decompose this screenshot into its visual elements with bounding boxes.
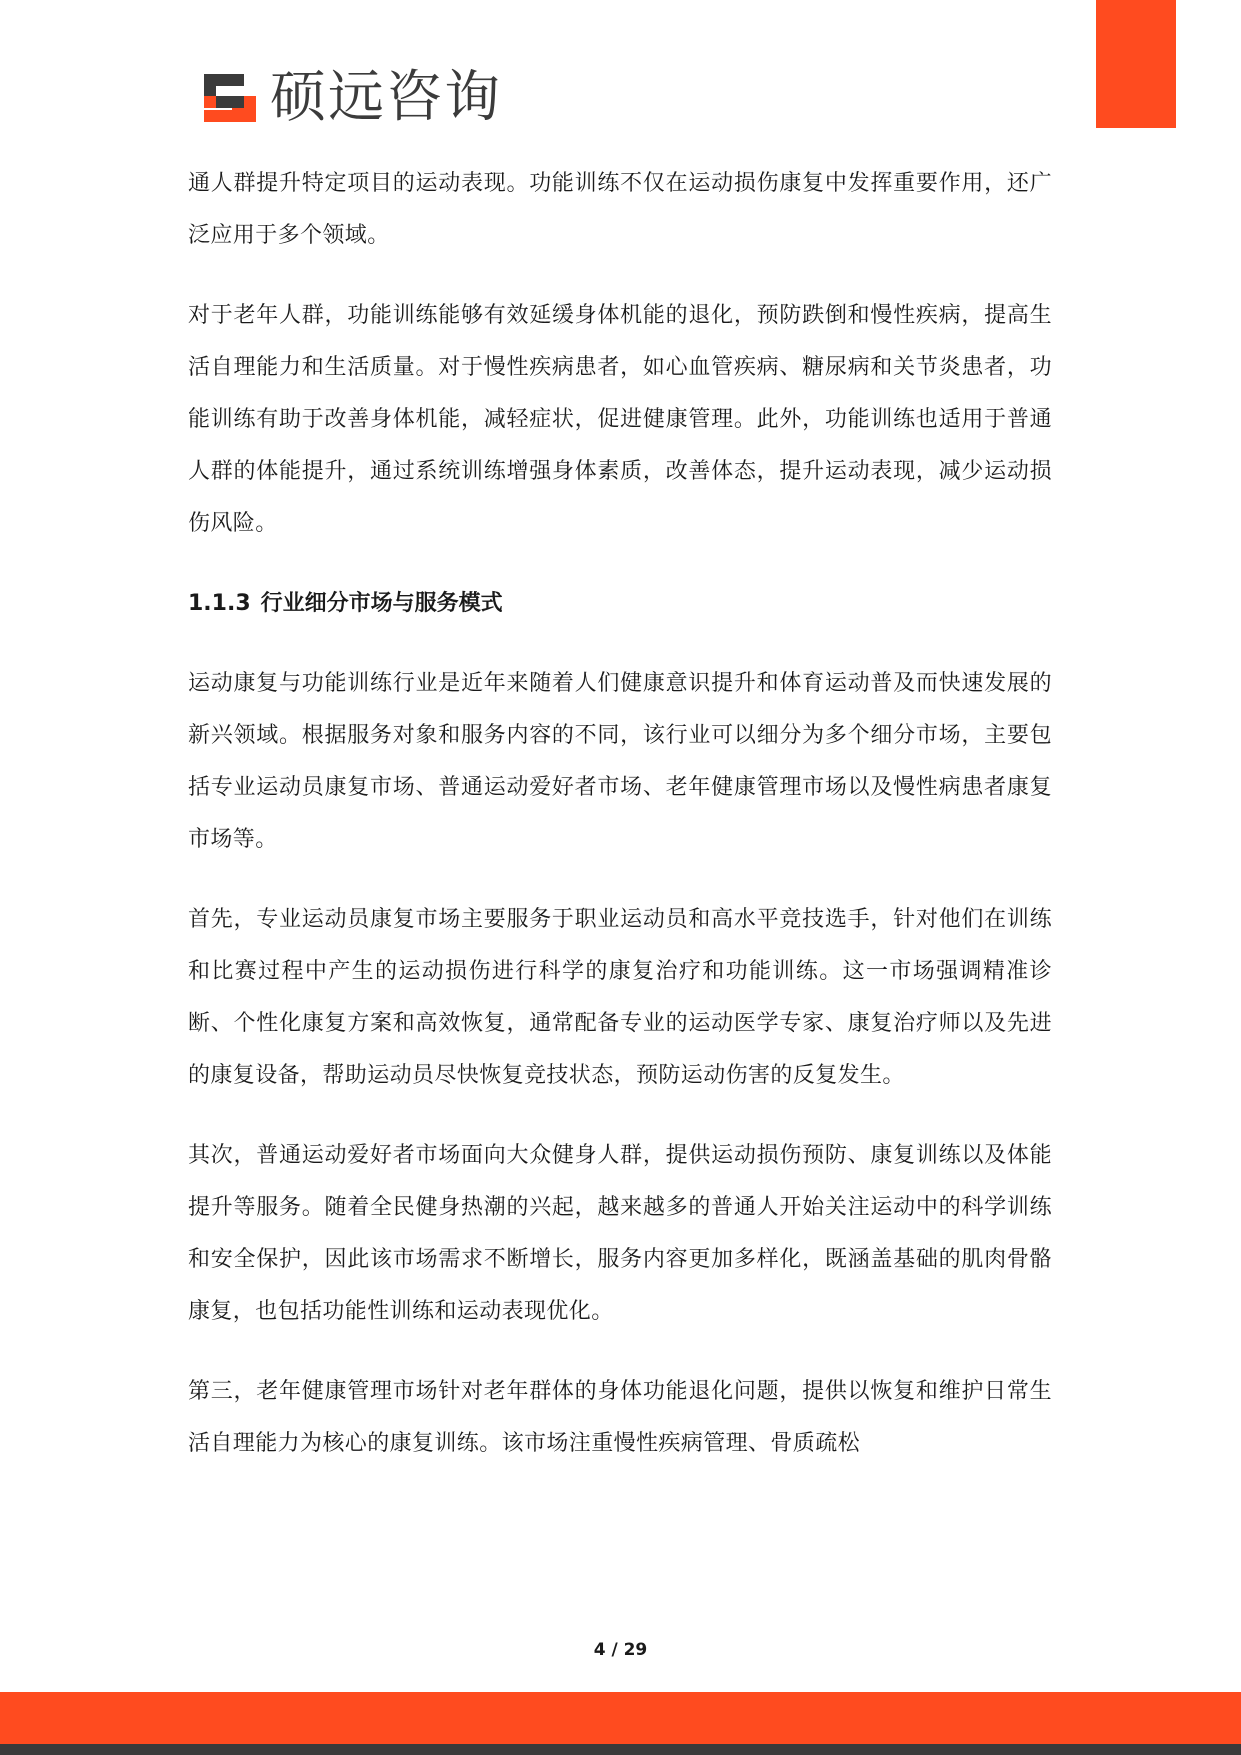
paragraph-1: 通人群提升特定项目的运动表现。功能训练不仅在运动损伤康复中发挥重要作用，还广泛应用于多个领域。 <box>188 171 1052 248</box>
footer-dark-strip <box>0 1744 1241 1755</box>
paragraph-2: 对于老年人群，功能训练能够有效延缓身体机能的退化，预防跌倒和慢性疾病，提高生活自理能力和生活质量。对于慢性疾病患者，如心血管疾病、糖尿病和关节炎患者，功能训练有助于改善身体机能，减轻症状，促进健康管理。此外，功能训练也适用于普通人群的体能提升，通过系统训练增强身体素质，改善体态，提升运动表现，减少运动损伤风险。 <box>188 303 1052 536</box>
section-heading-number: 1.1.3 <box>188 591 251 616</box>
section-heading <box>188 578 1052 630</box>
brand-logo <box>200 66 502 130</box>
paragraph-4: 首先，专业运动员康复市场主要服务于职业运动员和高水平竞技选手，针对他们在训练和比赛过程中产生的运动损伤进行科学的康复治疗和功能训练。这一市场强调精准诊断、个性化康复方案和高效恢复，通常配备专业的运动医学专家、康复治疗师以及先进的康复设备，帮助运动员尽快恢复竞技状态，预防运动伤害的反复发生。 <box>188 907 1052 1088</box>
brand-logo-icon <box>200 68 260 128</box>
document-body <box>188 158 1052 1498</box>
brand-name: 硕远咨询 <box>270 65 502 130</box>
paragraph-5: 其次，普通运动爱好者市场面向大众健身人群，提供运动损伤预防、康复训练以及体能提升等服务。随着全民健身热潮的兴起，越来越多的普通人开始关注运动中的科学训练和安全保护，因此该市场需求不断增长，服务内容更加多样化，既涵盖基础的肌肉骨骼康复，也包括功能性训练和运动表现优化。 <box>188 1143 1052 1324</box>
paragraph-3: 运动康复与功能训练行业是近年来随着人们健康意识提升和体育运动普及而快速发展的新兴领域。根据服务对象和服务内容的不同，该行业可以细分为多个细分市场，主要包括专业运动员康复市场、普通运动爱好者市场、老年健康管理市场以及慢性病患者康复市场等。 <box>188 671 1052 852</box>
page-number: 4 / 29 <box>593 1640 648 1660</box>
section-heading-text: 行业细分市场与服务模式 <box>260 591 503 616</box>
paragraph-6: 第三，老年健康管理市场针对老年群体的身体功能退化问题，提供以恢复和维护日常生活自理能力为核心的康复训练。该市场注重慢性疾病管理、骨质疏松 <box>188 1379 1052 1456</box>
footer-accent-bar <box>0 1692 1241 1744</box>
corner-accent-tab <box>1096 0 1176 128</box>
